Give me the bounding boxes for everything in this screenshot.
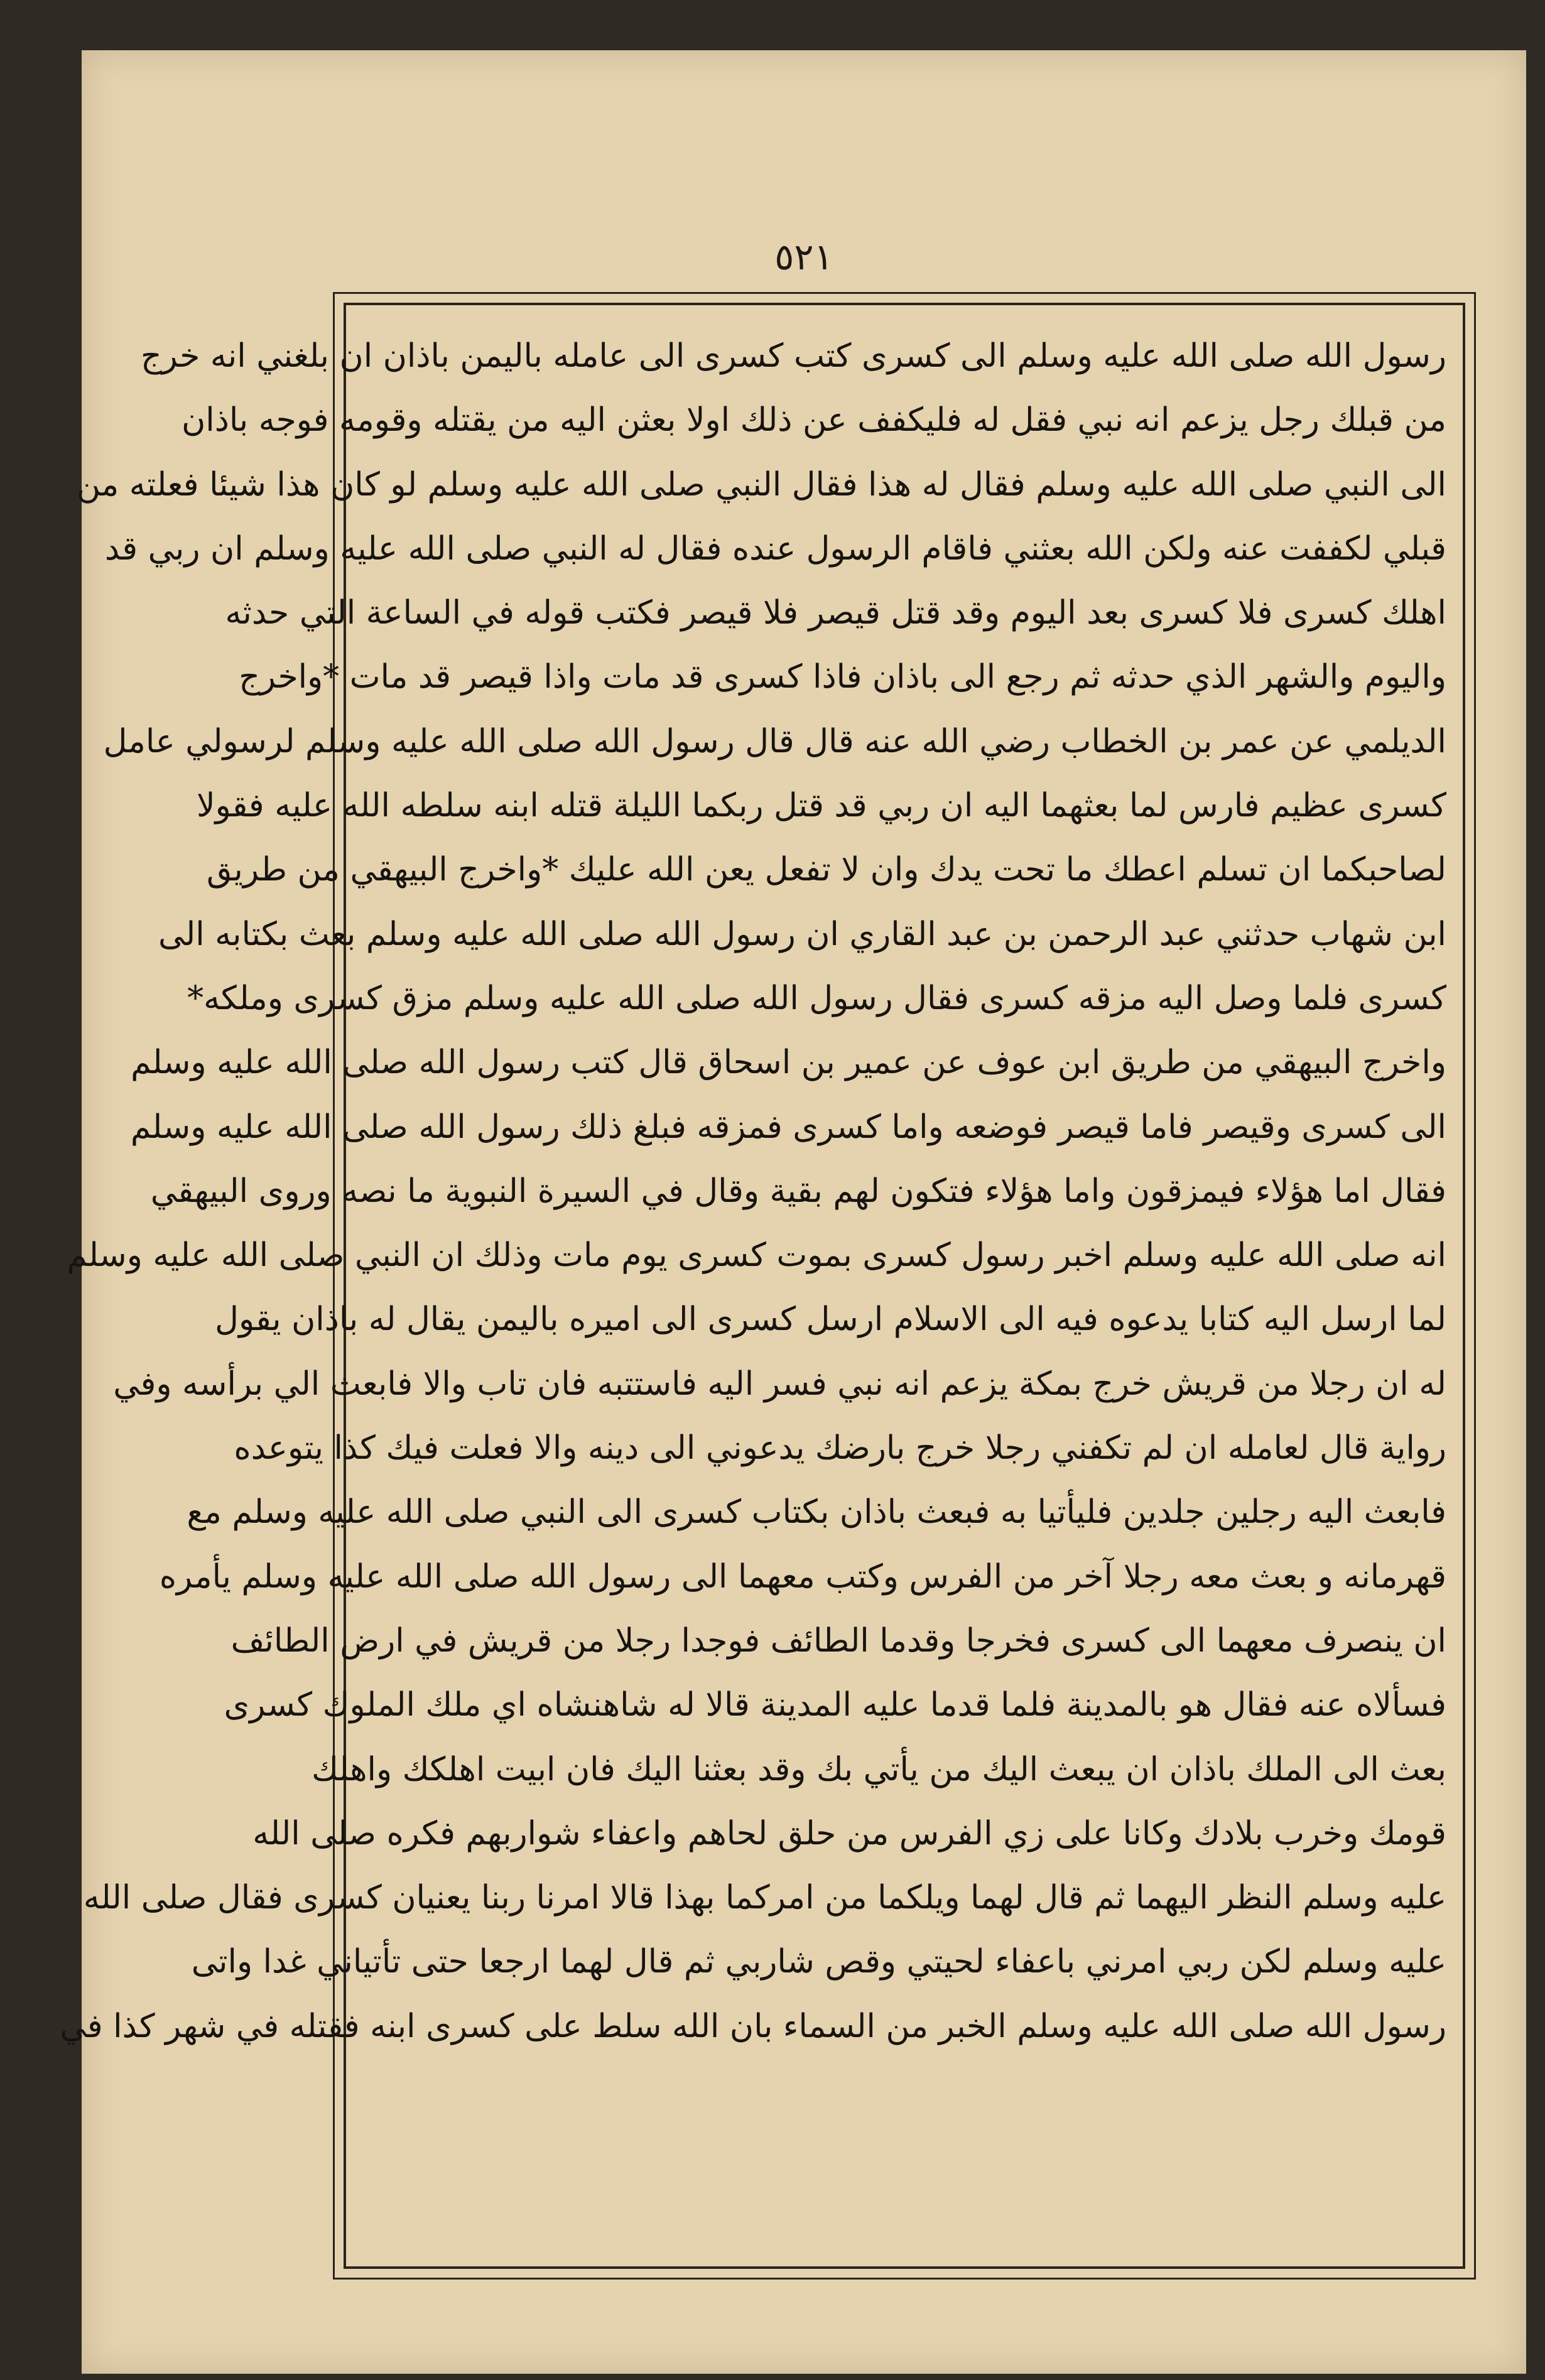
text-frame: [60, 292, 1476, 2280]
text-line: فابعث اليه رجلين جلدين فليأتيا به فبعث باذان بكتاب كسرى الى النبي صلى الله عليه وسلم مع: [187, 1493, 1446, 1532]
text-line: اهلك كسرى فلا كسرى بعد اليوم وقد قتل قيصر فلا قيصر فكتب قوله في الساعة التي حدثه: [225, 594, 1446, 632]
book-page: [60, 50, 1526, 2374]
text-line: عليه وسلم النظر اليهما ثم قال لهما ويلكما من امركما بهذا قالا امرنا ربنا يعنيان كسرى فقال صلى الله: [83, 1879, 1446, 1917]
text-line: بعث الى الملك باذان ان يبعث اليك من يأتي بك وقد بعثنا اليك فان ابيت اهلكك واهلك: [312, 1750, 1446, 1788]
text-line: الديلمي عن عمر بن الخطاب رضي الله عنه قال قال رسول الله صلى الله عليه وسلم لرسولي عامل: [103, 722, 1446, 760]
text-line: من قبلك رجل يزعم انه نبي فقل له فليكفف عن ذلك اولا بعثن اليه من يقتله وقومه فوجه باذان: [182, 401, 1446, 440]
text-line: رواية قال لعامله ان لم تكفني رجلا خرج بارضك يدعوني الى دينه والا فعلت فيك كذا يتوعده: [234, 1429, 1446, 1468]
text-line: فقال اما هؤلاء فيمزقون واما هؤلاء فتكون لهم بقية وقال في السيرة النبوية ما نصه وروى البيهقي: [150, 1172, 1446, 1210]
text-line: الى كسرى وقيصر فاما قيصر فوضعه واما كسرى فمزقه فبلغ ذلك رسول الله صلى الله عليه وسلم: [130, 1108, 1446, 1146]
text-line: رسول الله صلى الله عليه وسلم الخبر من السماء بان الله سلط على كسرى ابنه فقتله في شهر كذا في: [60, 2007, 1446, 2045]
text-line: له ان رجلا من قريش خرج بمكة يزعم انه نبي فسر اليه فاستتبه فان تاب والا فابعث الي برأسه وفي: [113, 1365, 1446, 1403]
text-line: لما ارسل اليه كتابا يدعوه فيه الى الاسلام ارسل كسرى الى اميره باليمن يقال له باذان يقول: [215, 1301, 1446, 1339]
page-number: ٥٢١: [774, 235, 833, 278]
text-line: الى النبي صلى الله عليه وسلم فقال له هذا فقال النبي صلى الله عليه وسلم لو كان هذا شيئا فعلته من: [76, 465, 1446, 504]
text-body: [60, 324, 1446, 2252]
text-line: لصاحبكما ان تسلم اعطك ما تحت يدك وان لا تفعل يعن الله عليك *واخرج البيهقي من طريق: [207, 851, 1446, 889]
text-line: قهرمانه و بعث معه رجلا آخر من الفرس وكتب معهما الى رسول الله صلى الله عليه وسلم يأمره: [159, 1557, 1446, 1596]
text-line: واليوم والشهر الذي حدثه ثم رجع الى باذان فاذا كسرى قد مات واذا قيصر قد مات *واخرج: [239, 658, 1446, 696]
text-line: كسرى عظيم فارس لما بعثهما اليه ان ربي قد قتل ربكما الليلة قتله ابنه سلطه الله عليه فقولا: [196, 787, 1446, 825]
text-line: عليه وسلم لكن ربي امرني باعفاء لحيتي وقص شاربي ثم قال لهما ارجعا حتى تأتياني غدا واتى: [191, 1943, 1446, 1981]
text-line: كسرى فلما وصل اليه مزقه كسرى فقال رسول الله صلى الله عليه وسلم مزق كسرى وملكه*: [187, 979, 1446, 1017]
text-line: قبلي لكففت عنه ولكن الله بعثني فاقام الرسول عنده فقال له النبي صلى الله عليه وسلم ان ربي قد: [104, 529, 1446, 568]
text-line: فسألاه عنه فقال هو بالمدينة فلما قدما عليه المدينة قالا له شاهنشاه اي ملك الملوك كسرى: [224, 1686, 1446, 1724]
text-line: انه صلى الله عليه وسلم اخبر رسول كسرى بموت كسرى يوم مات وذلك ان النبي صلى الله عليه وسلم: [67, 1236, 1446, 1275]
text-line: واخرج البيهقي من طريق ابن عوف عن عمير بن اسحاق قال كتب رسول الله صلى الله عليه وسلم: [131, 1044, 1446, 1082]
text-line: قومك وخرب بلادك وكانا على زي الفرس من حلق لحاهم واعفاء شواربهم فكره صلى الله: [252, 1814, 1446, 1853]
text-line: رسول الله صلى الله عليه وسلم الى كسرى كتب كسرى الى عامله باليمن باذان ان بلغني انه خرج: [140, 337, 1446, 375]
text-line: ان ينصرف معهما الى كسرى فخرجا وقدما الطائف فوجدا رجلا من قريش في ارض الطائف: [230, 1621, 1446, 1660]
text-line: ابن شهاب حدثني عبد الرحمن بن عبد القاري ان رسول الله صلى الله عليه وسلم بعث بكتابه الى: [158, 915, 1446, 953]
